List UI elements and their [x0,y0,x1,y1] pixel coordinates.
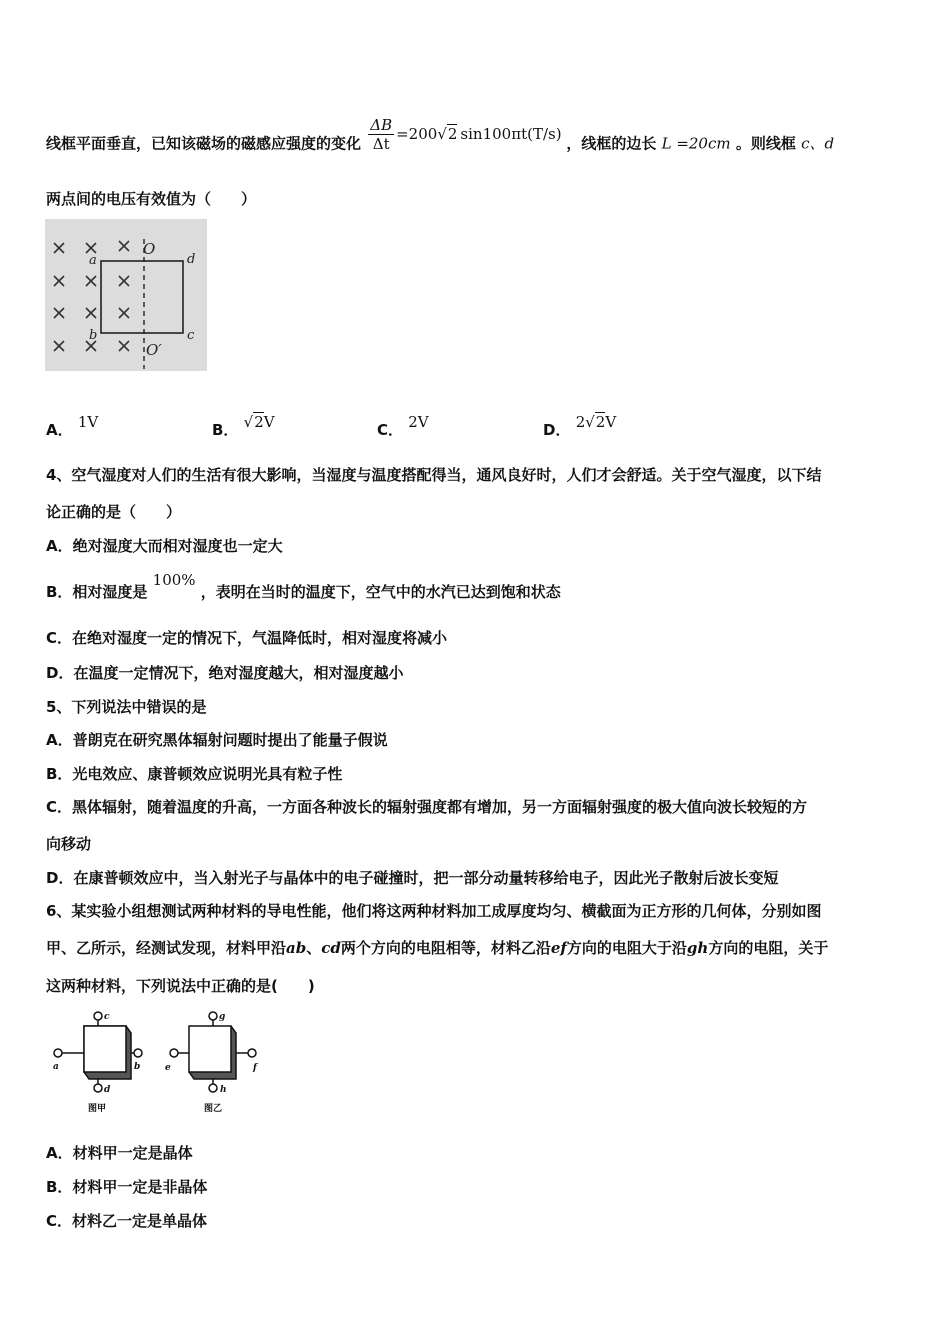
q3-coil-figure [45,219,207,371]
q6-jia-label-d: d [104,1085,111,1095]
q6-yi-terminal-f [248,1049,256,1057]
q6-separator: 、 [306,939,322,957]
q6-yi-label-g: g [219,1012,226,1022]
q3-option-a-letter: A． [46,421,73,439]
q5-option-c-line2: 向移动 [46,835,92,853]
q6-yi-terminal-g [209,1012,217,1020]
q6-label-cd: cd [321,939,341,957]
q3-formula-fraction [368,116,394,153]
q6-jia-terminal-a [54,1049,62,1057]
q6-label-gh: gh [686,939,709,957]
q3-option-b-sqrt-value: 2 [254,413,264,431]
q3-option-c-letter: C． [377,421,404,439]
q6-stem-part2: 两个方向的电阻相等，材料乙沿 [340,939,551,957]
q4-option-c: C．在绝对湿度一定的情况下，气温降低时，相对湿度将减小 [46,629,448,647]
q3-label-O: O [143,240,156,258]
q6-yi-terminal-h [209,1084,217,1092]
q4-option-b-value: 100% [152,571,196,589]
q4-option-b [46,571,561,602]
q3-option-d-coefficient: 2 [575,413,586,431]
q6-stem-part4: 方向的电阻，关于 [708,939,829,957]
q6-jia-label-a: a [53,1062,59,1072]
q6-yi-label-e: e [165,1063,171,1073]
q6-jia-cube-face [84,1026,126,1072]
q6-label-ef: ef [550,939,567,957]
q5-stem: 5、下列说法中错误的是 [46,698,207,716]
q6-jia-terminal-c [94,1012,102,1020]
q5-option-a: A．普朗克在研究黑体辐射问题时提出了能量子假说 [46,731,388,749]
q3-formula-denominator: Δt [372,135,390,153]
q6-yi-label-f: f [253,1063,257,1073]
q6-figures [48,1008,268,1118]
q3-option-d [543,413,617,440]
q6-jia-terminal-b [134,1049,142,1057]
q3-line2: 两点间的电压有效值为（ ） [46,190,257,208]
q4-option-d: D．在温度一定情况下，绝对湿度越大，相对湿度越小 [46,664,404,682]
q5-option-b: B．光电效应、康普顿效应说明光具有粒子性 [46,765,343,783]
q4-stem-line1: 4、空气湿度对人们的生活有很大影响，当湿度与温度搭配得当，通风良好时，人们才会舒适。关于空气湿度，以下结 [46,466,822,484]
q4-option-a: A．绝对湿度大而相对湿度也一定大 [46,537,283,555]
q3-option-d-letter: D． [543,421,571,439]
q6-stem-line1: 6、某实验小组想测试两种材料的导电性能，他们将这两种材料加工成厚度均匀、横截面为正方形的几何体，分别如图 [46,902,822,920]
q3-label-O-prime: O′ [146,341,162,359]
q3-side-length: L =20cm [661,134,731,153]
q3-text-suffix: 。则线框 [735,134,796,153]
q3-option-b-value [244,413,275,431]
q6-stem-part1: 甲、乙所示，经测试发现，材料甲沿 [46,939,287,957]
q6-jia-terminal-d [94,1084,102,1092]
q6-yi-cube-face [189,1026,231,1072]
q6-option-c: C．材料乙一定是单晶体 [46,1212,208,1230]
q6-yi-label-h: h [220,1085,227,1095]
q3-option-b-sqrt-sign: √ [243,413,254,431]
q4-option-b-prefix: B．相对湿度是 [46,583,148,601]
q6-jia-caption: 图甲 [88,1104,107,1114]
q3-option-d-value [576,413,617,431]
q4-stem-line2: 论正确的是（ ） [46,503,182,521]
q6-option-b: B．材料甲一定是非晶体 [46,1178,208,1196]
q3-label-b: b [89,328,98,343]
q3-formula-sqrt-value: 2 [447,124,458,143]
q6-option-a: A．材料甲一定是晶体 [46,1144,193,1162]
q6-stem-line3: 这两种材料，下列说法中正确的是( ) [46,977,315,995]
q3-label-a: a [89,253,97,268]
q3-text-prefix: 线框平面垂直，已知该磁场的磁感应强度的变化 [46,134,362,153]
q3-option-c [377,413,429,440]
q3-option-a-value: 1V [77,413,99,431]
q3-label-c: c [187,328,195,343]
q6-jia-label-b: b [134,1062,141,1072]
q6-figure-yi [170,1012,256,1092]
q3-points: c、d [801,134,835,153]
q3-formula-numerator: ΔB [370,116,393,134]
q6-stem-part3: 方向的电阻大于沿 [566,939,687,957]
q3-option-d-sqrt-sign: √ [585,413,595,431]
q6-stem-line2 [46,938,828,958]
q3-formula-sqrt-sign: √ [437,124,447,143]
q3-option-b-letter: B． [212,421,239,439]
q3-text-mid: ，线框的边长 [566,134,657,153]
q6-yi-terminal-e [170,1049,178,1057]
q6-yi-caption: 图乙 [204,1104,223,1114]
q3-formula-rest: sin100πt(T/s) [460,124,562,143]
q4-option-b-suffix: ，表明在当时的温度下，空气中的水汽已达到饱和状态 [200,583,561,601]
q3-option-b-unit: V [263,413,275,431]
q3-option-c-value: 2V [408,413,429,431]
q3-option-d-sqrt-value: 2 [595,413,606,431]
q3-option-b [212,413,275,440]
q6-figure-jia [54,1012,142,1092]
q5-option-c-line1: C．黑体辐射，随着温度的升高，一方面各种波长的辐射强度都有增加，另一方面辐射强度的极大值向波长较短的方 [46,798,808,816]
q3-formula-eq: =200 [396,124,438,143]
q6-jia-label-c: c [104,1012,110,1022]
q3-label-d: d [187,252,196,267]
q5-option-d: D．在康普顿效应中，当入射光子与晶体中的电子碰撞时，把一部分动量转移给电子，因此光子散射后波长变短 [46,869,779,887]
q3-option-d-unit: V [605,413,617,431]
q6-label-ab: ab [286,939,307,957]
q3-option-a [46,413,99,440]
